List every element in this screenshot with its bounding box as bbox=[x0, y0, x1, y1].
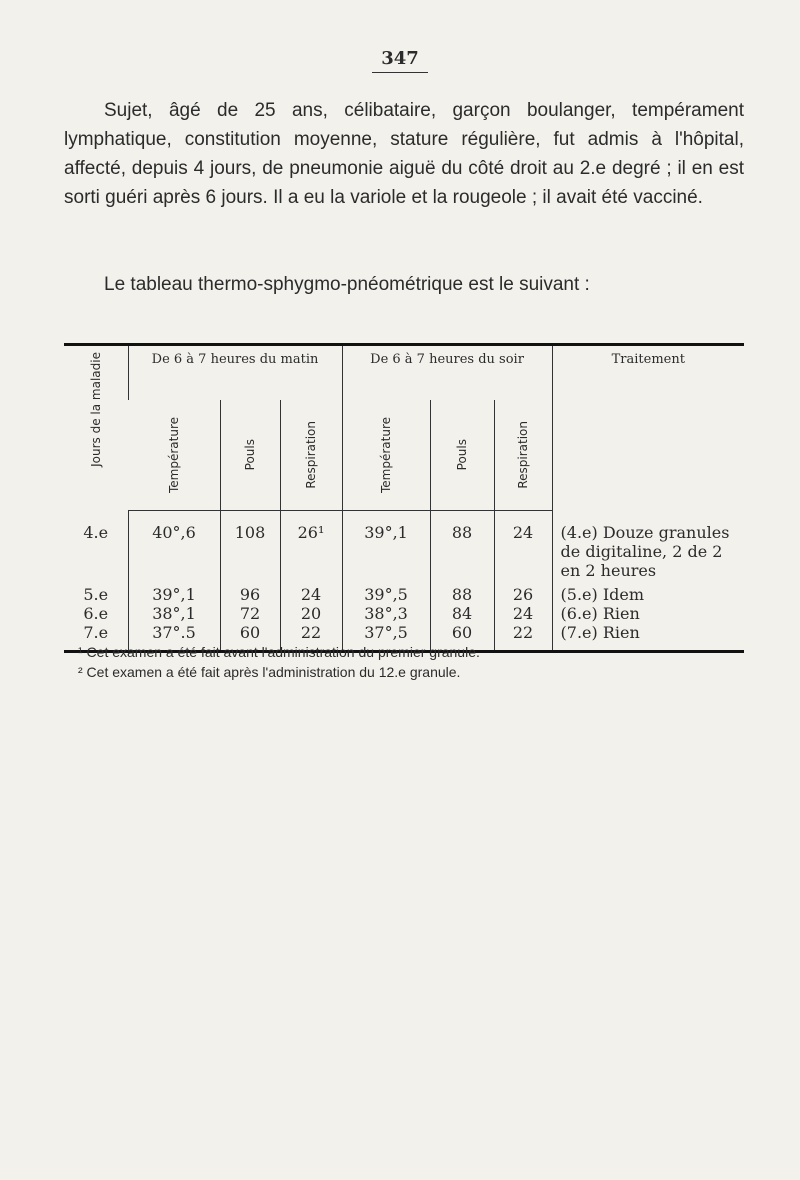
cell-temp-morning: 37°.5 bbox=[128, 623, 220, 650]
header-evening: De 6 à 7 heures du soir bbox=[342, 346, 552, 400]
cell-treatment: (7.e) Rien bbox=[552, 623, 744, 650]
cell-resp-morning: 24 bbox=[280, 585, 342, 604]
cell-temp-morning: 40°,6 bbox=[128, 511, 220, 586]
header-day: Jours de la maladie bbox=[88, 352, 103, 467]
cell-day: 5.e bbox=[83, 585, 109, 604]
cell-pouls-evening: 88 bbox=[430, 511, 494, 586]
cell-pouls-morning: 108 bbox=[220, 511, 280, 586]
footnotes bbox=[64, 642, 744, 682]
cell-day: 7.e bbox=[83, 623, 109, 642]
thermo-table bbox=[64, 343, 744, 653]
cell-day: 4.e bbox=[83, 522, 109, 542]
cell-treatment: (5.e) Idem bbox=[552, 585, 744, 604]
cell-resp-evening: 24 bbox=[494, 604, 552, 623]
cell-temp-evening: 39°,5 bbox=[342, 585, 430, 604]
header-treatment: Traitement bbox=[552, 346, 744, 511]
table-row bbox=[64, 585, 744, 604]
cell-resp-evening: 24 bbox=[494, 511, 552, 586]
cell-resp-morning: 20 bbox=[280, 604, 342, 623]
cell-day: 6.e bbox=[83, 604, 109, 623]
cell-temp-evening: 37°,5 bbox=[342, 623, 430, 650]
cell-pouls-morning: 60 bbox=[220, 623, 280, 650]
cell-pouls-morning: 96 bbox=[220, 585, 280, 604]
header-temp-morning: Température bbox=[128, 400, 220, 511]
cell-temp-evening: 39°,1 bbox=[342, 511, 430, 586]
cell-pouls-morning: 72 bbox=[220, 604, 280, 623]
table-row bbox=[64, 511, 744, 586]
header-resp-evening: Respiration bbox=[494, 400, 552, 511]
header-pouls-evening: Pouls bbox=[430, 400, 494, 511]
cell-pouls-evening: 88 bbox=[430, 585, 494, 604]
table-intro-paragraph: Le tableau thermo-sphygmo-pnéométrique est le suivant : bbox=[104, 274, 590, 295]
page-number-rule bbox=[372, 72, 428, 73]
header-temp-evening: Température bbox=[342, 400, 430, 511]
header-resp-morning: Respiration bbox=[280, 400, 342, 511]
table-row bbox=[64, 604, 744, 623]
cell-resp-morning: 26¹ bbox=[280, 511, 342, 586]
cell-pouls-evening: 60 bbox=[430, 623, 494, 650]
cell-temp-morning: 39°,1 bbox=[128, 585, 220, 604]
header-morning: De 6 à 7 heures du matin bbox=[128, 346, 342, 400]
cell-resp-evening: 22 bbox=[494, 623, 552, 650]
cell-treatment: (6.e) Rien bbox=[552, 604, 744, 623]
cell-resp-evening: 26 bbox=[494, 585, 552, 604]
cell-treatment: (4.e) Douze granules de digitaline, 2 de 2 en 2 heures bbox=[552, 511, 744, 586]
cell-resp-morning: 22 bbox=[280, 623, 342, 650]
header-pouls-morning: Pouls bbox=[220, 400, 280, 511]
case-description-paragraph: Sujet, âgé de 25 ans, célibataire, garçon boulanger, tempérament lymphatique, constitution moyenne, stature régulière, fut admis à l'hôpital, affecté, depuis 4 jours, de pneumonie aiguë du côté droit au 2.e degré ; il en est sorti guéri après 6 jours. Il a eu la variole et la rougeole ; il avait été vacciné. bbox=[64, 100, 744, 208]
cell-temp-morning: 38°,1 bbox=[128, 604, 220, 623]
footnote: ² Cet examen a été fait après l'administration du 12.e granule. bbox=[78, 664, 461, 680]
footnote: ¹ Cet examen a été fait avant l'administration du premier granule. bbox=[78, 644, 480, 660]
page-number: 347 bbox=[381, 48, 419, 69]
cell-temp-evening: 38°,3 bbox=[342, 604, 430, 623]
cell-pouls-evening: 84 bbox=[430, 604, 494, 623]
